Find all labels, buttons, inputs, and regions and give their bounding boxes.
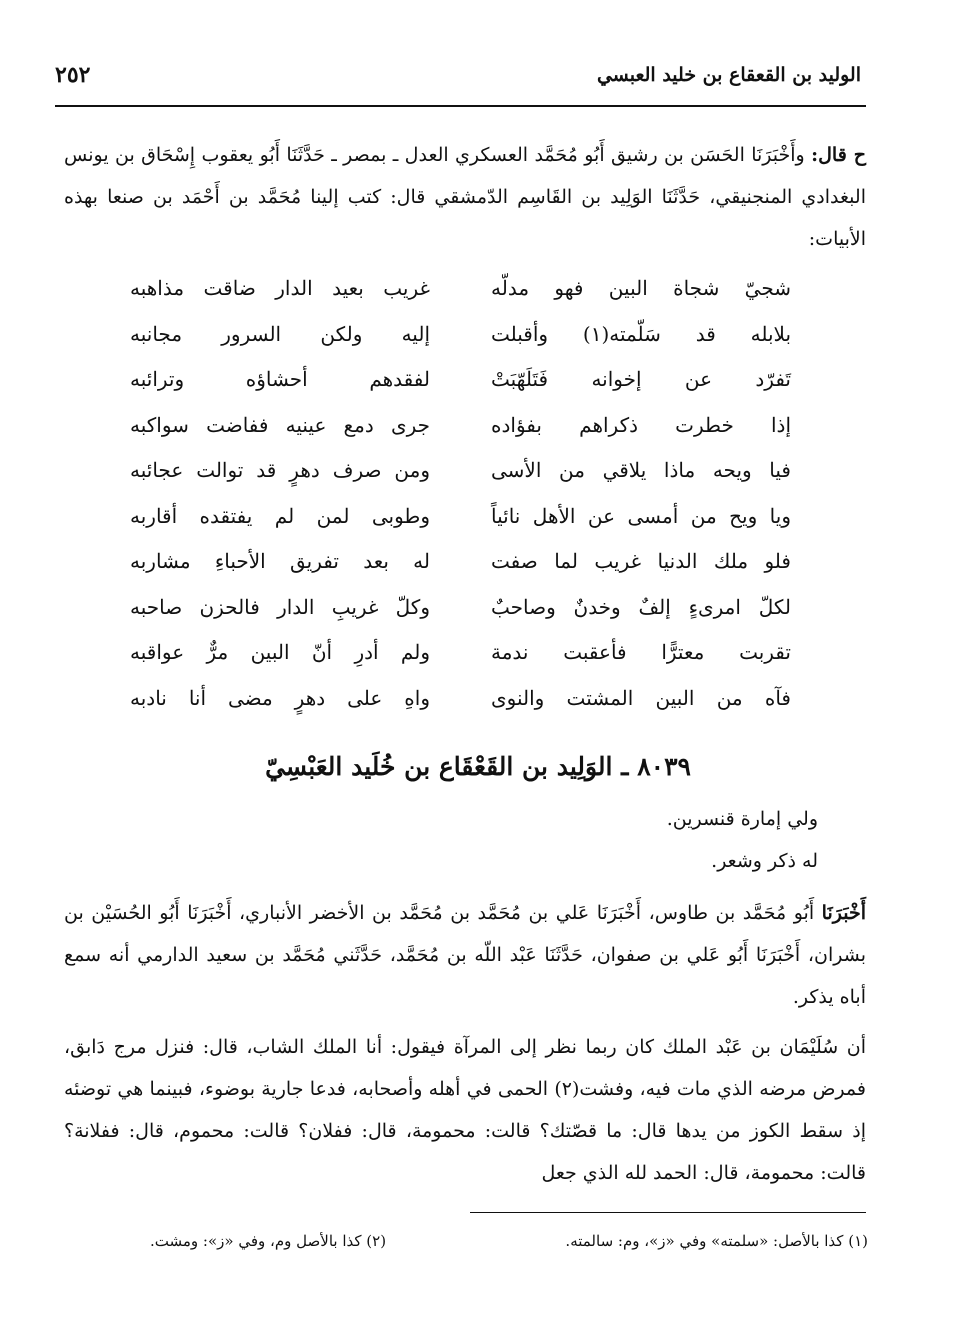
verse-second-hemistich: واهِ على دهرٍ مضى أنا نادبه	[130, 685, 430, 710]
verse-first-hemistich: فآه من البين المشتت والنوى	[491, 685, 791, 710]
verse-first-hemistich: بلابله قد سَلّمته(١) وأقبلت	[491, 321, 792, 346]
verse-first-hemistich: ويا ويح من أمسى عن الأهل نائياً	[491, 503, 791, 528]
footnotes	[150, 1232, 868, 1250]
verse-second-hemistich: غريب بعيد الدار ضاقت مذاهبه	[130, 276, 430, 300]
verse-second-hemistich: جرى دمع عينيه ففاضت سواكبه	[130, 412, 430, 437]
poem-verse	[130, 448, 791, 494]
verse-second-hemistich: ولم أدرِ أنّ البين مرٌّ عواقبه	[130, 640, 430, 664]
intro-text: وأَخْبَرَنَا الحَسَن بن رشيق أَبُو مُحَمَّد العسكري العدل ـ بمصر ـ حَدَّثَنَا أَبُو يعقوب إِسْحَاق بن يونس البغدادي المنجنيقي، حَدَّثَنَا الوَلِيد بن القَاسِم الدّمشقي قال: كتب إلينا مُحَمَّد بن أَحْمَد بن صنعا بهذه الأبيات:	[64, 144, 866, 250]
footnote-2: (٢) كذا بالأصل وم، وفي «ز»: ومشت.	[150, 1232, 387, 1250]
entry-line-poetry: له ذكر وشعر.	[711, 850, 818, 872]
header-rule	[55, 105, 866, 107]
poem-verse	[130, 539, 791, 585]
entry-line-governorship: ولي إمارة قنسرين.	[666, 808, 818, 830]
intro-paragraph	[64, 134, 866, 260]
page-header	[55, 58, 861, 98]
verse-first-hemistich: تَفرّد عن إخوانه فَتَلَهّبَتْ	[491, 367, 791, 391]
poem-verse	[130, 676, 791, 722]
poem-verse	[130, 630, 791, 676]
poem-verse	[130, 312, 791, 358]
verse-first-hemistich: لكلّ امرىءٍ إلفٌ وخدنٌ وصاحبٌ	[491, 594, 791, 619]
poem-verse	[130, 403, 791, 449]
footnote-1: (١) كذا بالأصل: «سلمته» وفي «ز»، وم: سالمته.	[565, 1232, 868, 1250]
footnote-rule	[470, 1212, 866, 1213]
intro-lead: ح قال:	[811, 144, 867, 166]
page-number: ٢٥٢	[55, 62, 91, 88]
verse-second-hemistich: إليه ولكن السرور مجانبه	[130, 321, 430, 346]
poem-verse	[130, 585, 791, 631]
verse-first-hemistich: تقربت معترًّا فأعقبت ندمة	[491, 640, 791, 664]
verse-second-hemistich: له بعد تفريق الأحباءِ مشاربه	[130, 549, 430, 573]
verse-first-hemistich: شجيّ شجاة البين فهو مدلّه	[491, 276, 791, 300]
verse-first-hemistich: فلو ملك الدنيا غريب لما صفت	[491, 549, 791, 573]
verse-first-hemistich: فيا ويحه ماذا يلاقي من الأسى	[491, 458, 791, 482]
verse-second-hemistich: وطوبى لمن لم يفتقده أقاربه	[130, 503, 430, 528]
verse-first-hemistich: إذا خطرت ذكراهم بفؤاده	[491, 412, 791, 437]
verse-second-hemistich: لفقدهم أحشاؤه وترائبه	[130, 367, 430, 391]
verse-second-hemistich: ومن صرف دهرٍ قد توالت عجائبه	[130, 458, 430, 482]
poem-verse	[130, 266, 791, 312]
isnad-paragraph	[64, 892, 866, 1018]
poem-verse	[130, 494, 791, 540]
isnad-lead: أَخْبَرَنَا	[821, 902, 866, 924]
verse-second-hemistich: وكلّ غريبِ الدار فالحزن صاحبه	[130, 594, 430, 619]
story-paragraph: أن سُلَيْمَان بن عَبْد الملك كان ربما نظر إلى المرآة فيقول: أنا الملك الشاب، قال: فنزل مرج دَابق، فمرض مرضه الذي مات فيه، وفشت(٢) الحمى في أهله وأصحابه، فدعا جارية بوضوء، فبينما هي توضئه إذ سقط الكوز من يدها قال: ما قصّتك؟ قالت: محمومة، قال: ففلان؟ قالت: محموم، قال: ففلانة؟ قالت: محمومة، قال: الحمد لله الذي جعل	[64, 1036, 866, 1184]
running-title: الوليد بن القعقاع بن خليد العبسي	[596, 64, 861, 86]
isnad-text: أَبُو مُحَمَّد بن طاوس، أَخْبَرَنَا عَلي بن مُحَمَّد بن مُحَمَّد بن الأخضر الأنباري، أَخْبَرَنَا أَبُو الحُسَيْن بن بشران، أَخْبَرَنَا أَبُو عَلي بن صفوان، حَدَّثَنَا عَبْد اللّه بن مُحَمَّد، حَدَّثَني مُحَمَّد بن سعيد الدارمي أنه سمع أباه يذكر.	[64, 902, 866, 1008]
poem	[130, 266, 791, 721]
entry-title: ٨٠٣٩ ـ الوَلِيد بن القَعْقَاع بن خُلَيد العَبْسِيّ	[265, 752, 691, 781]
poem-verse	[130, 357, 791, 403]
